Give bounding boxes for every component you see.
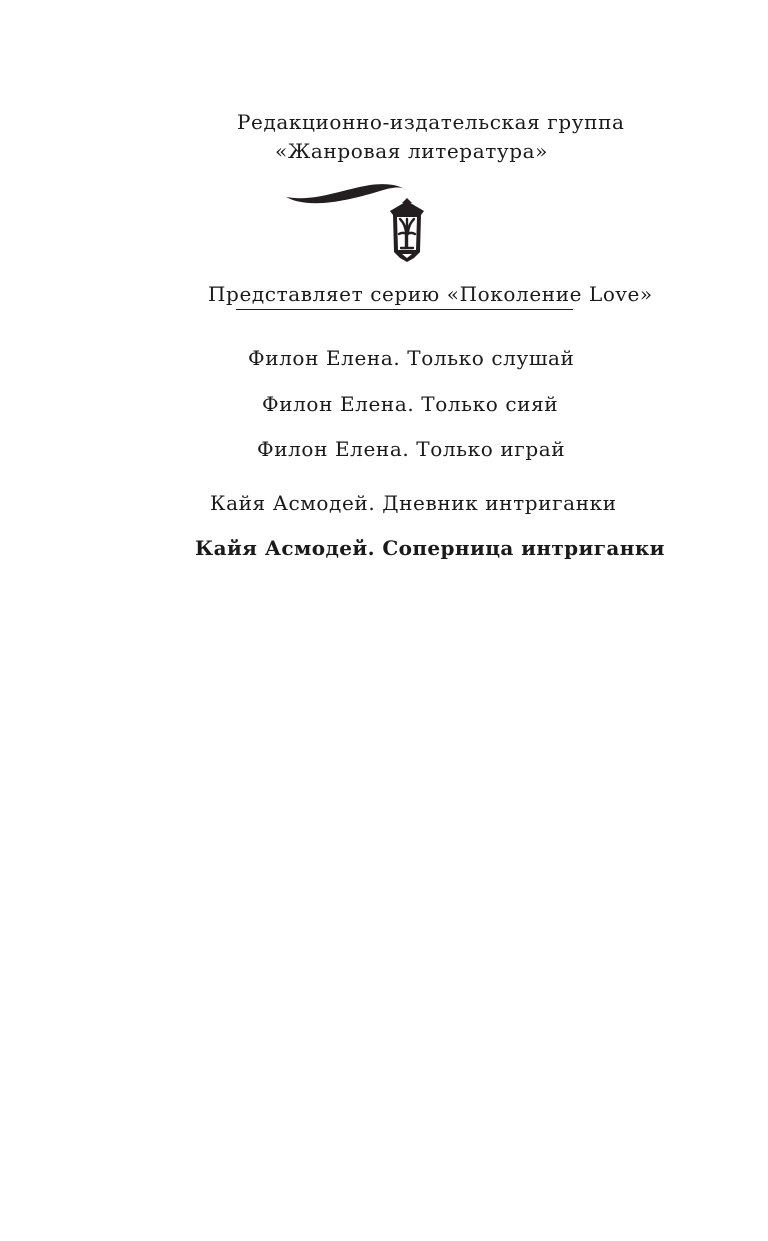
publisher-line-2: «Жанровая литература» (275, 139, 549, 163)
series-title: Представляет серию «Поколение Love» (208, 282, 653, 306)
book-title: Филон Елена. Только сияй (262, 392, 559, 416)
series-underline (236, 309, 573, 310)
book-title: Филон Елена. Только слушай (248, 346, 575, 370)
book-title-current: Кайя Асмодей. Соперница интриганки (195, 536, 665, 560)
lantern-logo-icon (280, 178, 440, 268)
book-title: Кайя Асмодей. Дневник интриганки (210, 491, 617, 515)
publisher-line-1: Редакционно-издательская группа (237, 110, 625, 134)
book-title: Филон Елена. Только играй (257, 437, 566, 461)
